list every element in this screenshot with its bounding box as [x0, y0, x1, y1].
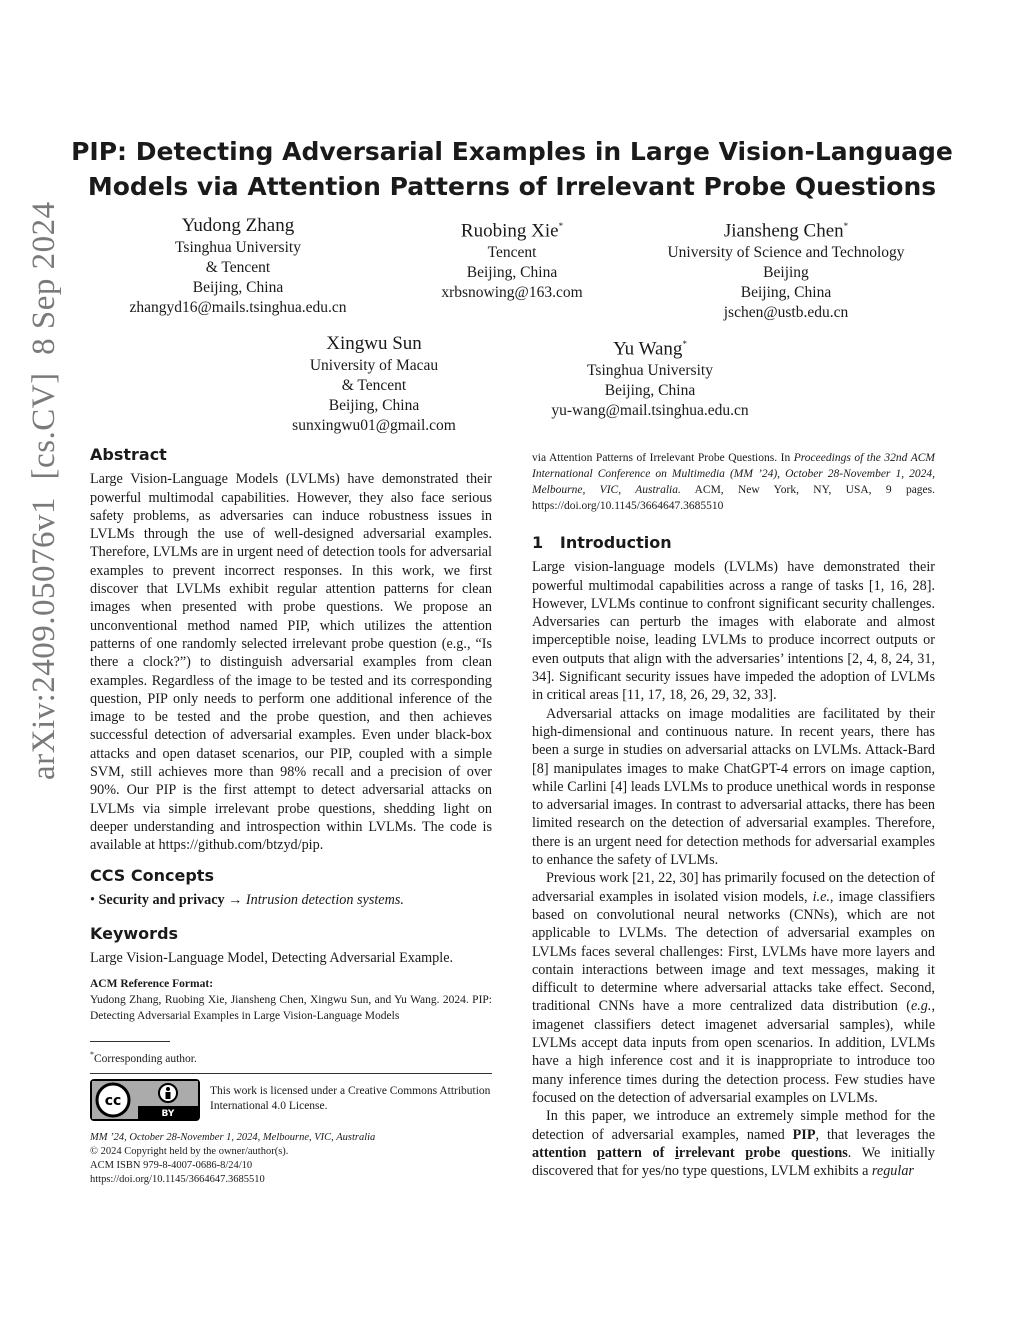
author-affiliation: Tencent — [487, 244, 537, 262]
right-column — [532, 450, 935, 1180]
author-name: Yudong Zhang — [181, 215, 295, 236]
footnote-text: Corresponding author. — [94, 1052, 197, 1065]
method-name: PIP — [792, 1126, 816, 1143]
author-location: Beijing, China — [466, 264, 558, 282]
author-block — [88, 214, 388, 318]
intro-paragraph-1: Large vision-language models (LVLMs) have demonstrated their powerful multimodal capabilities across a range of tasks [1, 16, 28]. However, LVLMs continue to confront significant security challenges. Adversaries can perturb the images with elaborate and almost imperceptible noise, leading LVLMs to produce incorrect outputs or even outputs that align with the adversaries’ intentions [2, 4, 8, 24, 31, 34]. Significant security issues have impeded the adoption of LVLMs in critical areas [11, 17, 18, 26, 29, 32, 33]. — [532, 559, 935, 704]
corresponding-mark: * — [558, 221, 564, 231]
doi-link: https://doi.org/10.1145/3664647.3685510 — [90, 1174, 265, 1185]
venue: MM ’24, October 28-November 1, 2024, Melbourne, VIC, Australia — [90, 1132, 376, 1143]
intro-paragraph-2: Adversarial attacks on image modalities are facilitated by their high-dimensional and continuous nature. In recent years, there has been a surge in studies on adversarial attacks on LVLMs. Attack-Bard [8] manipulates images to make ChatGPT-4 errors on image caption, while Carlini [4] leads LVLMs to produce unethical words in response to adversarial images. In contrast to adversarial attacks, there has been limited research on the detection of adversarial examples. Therefore, there is an urgent need for detection methods for adversarial examples to enhance the safety of LVLMs. — [532, 705, 935, 869]
keywords-text: Large Vision-Language Model, Detecting Adversarial Example. — [90, 950, 454, 967]
copyright-line: © 2024 Copyright held by the owner/author(s). — [90, 1146, 289, 1157]
author-email: xrbsnowing@163.com — [441, 284, 583, 302]
author-email: jschen@ustb.edu.cn — [723, 304, 849, 322]
author-location: Beijing, China — [192, 279, 284, 296]
footnote-rule — [90, 1041, 170, 1042]
author-affiliation: Tsinghua University — [175, 239, 301, 256]
keywords-heading: Keywords — [90, 924, 179, 944]
ccs-category: Security and privacy — [98, 891, 225, 908]
left-column — [90, 446, 492, 1024]
author-location: Beijing, China — [604, 382, 696, 400]
intro-paragraph-3: Previous work [21, 22, 30] has primarily focused on the detection of adversarial examples in isolated vision models, i.e., image classifiers based on convolutional neural networks (CNNs), which are not applicable to LVLMs. The detection of adversarial examples on LVLMs faces several challenges: First, LVLMs have more layers and contain interactions between image and text messages, making it difficult to determine where adversarial attacks take effect. Second, traditional CNNs have a more centralized data distribution (e.g., imagenet classifiers detect imagenet adversarial samples), while LVLMs accept data inputs from open scenarios. In addition, LVLMs have a high inference cost and it is inappropriate to introduce too many inference times during the detection process. Few studies have focused on the detection of adversarial examples on LVLMs. — [532, 870, 935, 1106]
author-affiliation: University of Macau — [309, 357, 439, 374]
abstract-heading: Abstract — [90, 445, 167, 464]
ccs-bullet: • — [90, 891, 95, 908]
author-location: Beijing, China — [328, 397, 420, 414]
author-affiliation: University of Science and Technology — [667, 244, 905, 262]
author-name: Jiansheng Chen — [723, 220, 844, 242]
isbn-line: ACM ISBN 979-8-4007-0686-8/24/10 — [90, 1160, 253, 1171]
acm-reference-continued — [532, 450, 935, 514]
ccs-arrow: → — [224, 891, 246, 908]
author-block — [244, 332, 504, 436]
copyright-block — [90, 1131, 492, 1187]
acm-reference-text: Yudong Zhang, Ruobing Xie, Jiansheng Chen, Xingwu Sun, and Yu Wang. 2024. PIP: Detecting Adversarial Examples in Large Vision-Language Models — [90, 993, 492, 1022]
author-affiliation: Beijing — [763, 264, 809, 282]
author-block — [636, 214, 936, 323]
abstract-text: Large Vision-Language Models (LVLMs) have demonstrated their powerful multimodal capabilities. However, they also face serious safety problems, as adversaries can induce robustness issues in LVLMs through the use of well-designed adversarial examples. Therefore, LVLMs are in urgent need of detection tools for adversarial examples to prevent incorrect responses. In this work, we first discover that LVLMs exhibit regular attention patterns for clean images when presented with probe questions. We propose an unconventional method named PIP, which utilizes the attention patterns of one randomly selected irrelevant probe question (e.g., “Is there a clock?”) to distinguish adversarial examples from clean examples. Regardless of the image to be tested and its corresponding question, PIP only needs to perform one additional inference of the image to be tested and the probe question, and then achieves successful detection of adversarial examples. Even under black-box attacks and open dataset scenarios, our PIP, coupled with a simple SVM, still achieves more than 98% recall and a precision of over 90%. Our PIP is the first attempt to detect adversarial attacks on LVLMs via simple irrelevant probe questions, shedding light on deeper understanding and introspection within LVLMs. The code is available at https://github.com/btzyd/pip. — [90, 471, 492, 854]
acm-reference-label: ACM Reference Format: — [90, 977, 214, 990]
author-affiliation: Tsinghua University — [587, 362, 713, 380]
acm-reference — [90, 976, 492, 1024]
footnote-mark: * — [90, 1050, 94, 1059]
intro-paragraph-4: In this paper, we introduce an extremely simple method for the detection of adversarial examples, named PIP, that leverages the attention pattern of irrelevant probe questions. We initially discovered that for yes/no type questions, LVLM exhibits a regular — [532, 1108, 936, 1180]
acm-ref-cont-plain: via Attention Patterns of Irrelevant Probe Questions. In — [532, 452, 794, 464]
section-title: Introduction — [559, 533, 672, 552]
author-affiliation: & Tencent — [341, 377, 407, 394]
title-line-1: PIP: Detecting Adversarial Examples in Large Vision-Language — [71, 137, 953, 166]
title-line-2: Models via Attention Patterns of Irrelevant Probe Questions — [87, 172, 937, 201]
paper-title — [60, 134, 964, 204]
corresponding-mark: * — [682, 339, 687, 349]
author-block — [382, 214, 642, 303]
by-text: BY — [161, 1109, 175, 1119]
method-expansion: attention pattern of irrelevant probe questions — [532, 1144, 848, 1161]
acm-ref-cont-tail: ACM, New York, NY, USA, 9 pages. https://doi.org/10.1145/3664647.3685510 — [532, 484, 936, 512]
ccs-subcategory: Intrusion detection systems. — [245, 891, 404, 908]
license-text: This work is licensed under a Creative Commons Attribution International 4.0 License. — [210, 1085, 491, 1112]
author-name: Xingwu Sun — [326, 333, 422, 354]
section-heading — [532, 534, 935, 552]
corresponding-mark: * — [843, 221, 849, 231]
author-name: Ruobing Xie — [460, 220, 559, 242]
author-email: yu-wang@mail.tsinghua.edu.cn — [551, 402, 749, 420]
ccs-heading: CCS Concepts — [90, 865, 214, 885]
cc-by-badge — [90, 1079, 200, 1121]
section-number: 1 — [532, 533, 544, 552]
author-name: Yu Wang — [613, 338, 683, 360]
cc-by-logo — [92, 1081, 198, 1119]
arxiv-identifier: arXiv:2409.05076v1 [cs.CV] 8 Sep 2024 — [26, 201, 62, 780]
author-location: Beijing, China — [740, 284, 832, 302]
author-email: sunxingwu01@gmail.com — [292, 417, 456, 434]
cc-text: cc — [104, 1093, 122, 1109]
ccs-concept — [90, 891, 492, 909]
author-affiliation: & Tencent — [205, 259, 271, 276]
footnote — [90, 1047, 197, 1067]
author-block — [520, 332, 780, 421]
acm-ref-cont-italic: Proceedings of the 32nd ACM International Conference on Multimedia (MM ’24), October 28-November 1, 2024, Melbourne, VIC, Australia. — [532, 452, 935, 496]
author-email: zhangyd16@mails.tsinghua.edu.cn — [129, 299, 347, 316]
license-rule — [90, 1073, 492, 1074]
